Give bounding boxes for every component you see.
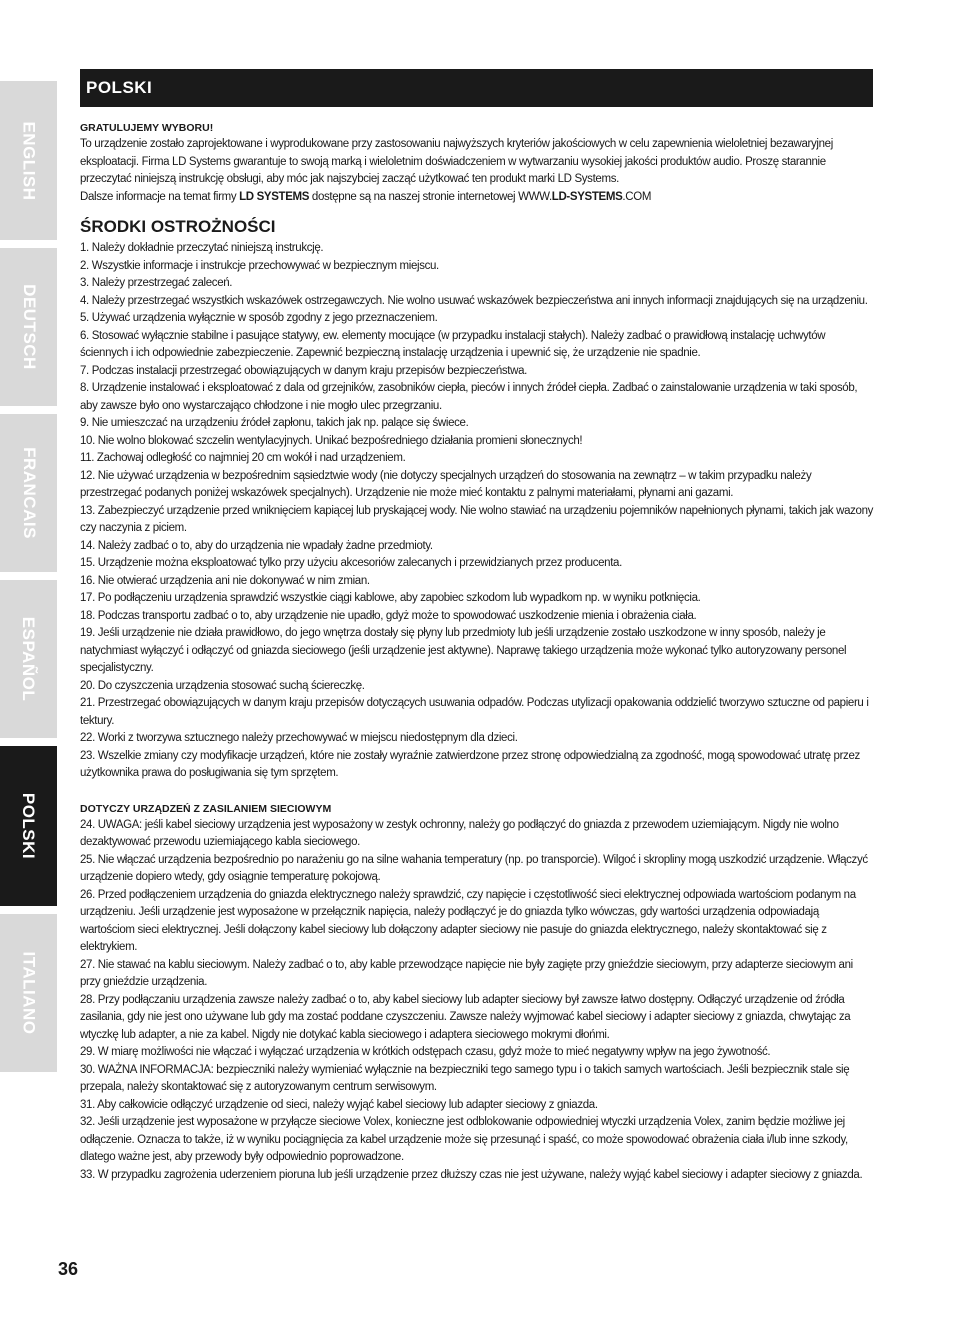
- list-item: 21. Przestrzegać obowiązujących w danym kraju przepisów dotyczących usuwania odpadów. Podczas utylizacji opakowania oddzielić tworzywo sztuczne od papieru i tektury.: [80, 697, 869, 727]
- intro-more: [80, 189, 875, 207]
- list-item: 25. Nie włączać urządzenia bezpośrednio po narażeniu go na silne wahania temperatury (np. po transporcie). Wilgoć i skropliny mogą uszkodzić urządzenie. Włączyć urządzenie dopiero wtedy, gdy osiągnie temperaturę pokojową.: [80, 853, 868, 883]
- list-item: 17. Po podłączeniu urządzenia sprawdzić wszystkie ciągi kablowe, aby zapobiec szkodom lub wypadkom np. w wyniku potknięcia.: [80, 592, 701, 604]
- tab-label: DEUTSCH: [19, 284, 39, 370]
- tab-label: ESPAÑOL: [19, 616, 39, 702]
- intro-more-middle: dostępne są na naszej stronie internetowej WWW.: [309, 190, 552, 203]
- tab-label: FRANCAIS: [19, 447, 39, 539]
- list-item: 29. W miarę możliwości nie włączać i wyłączać urządzenia w krótkich odstępach czasu, gdyż może to mieć negatywny wpływ na jego żywotność.: [80, 1046, 771, 1058]
- tab-espanol[interactable]: [0, 580, 57, 738]
- list-item: 32. Jeśli urządzenie jest wyposażone w przyłącze sieciowe Volex, konieczne jest odblokowanie odpowiedniej wtyczki urządzenia Volex, zanim będzie możliwe jej odłączenie. Oznacza to także, iż w wyniku pociągnięcia za kabel urządzenie może się przesunąć i spaść, co może spowodować obrażenia ciała i/lub inne szkody, dlatego ważne jest, aby przewody były odpowiednio poprowadzone.: [80, 1116, 848, 1163]
- list-item: 7. Podczas instalacji przestrzegać obowiązujących w danym kraju przepisów bezpieczeństwa.: [80, 364, 527, 377]
- list-item: 18. Podczas transportu zadbać o to, aby urządzenie nie upadło, gdyż może to spowodować uszkodzenie mienia i obrażenia ciała.: [80, 609, 697, 622]
- tab-italiano[interactable]: [0, 914, 57, 1072]
- list-item: 12. Nie używać urządzenia w bezpośrednim sąsiedztwie wody (nie dotyczy specjalnych urządzeń do stosowania na zewnątrz – w takim przypadku należy przestrzegać podanych poniżej wskazówek specjalnych). Urządzenie nie może mieć kontaktu z palnymi materiałami, płynami ani gazami.: [80, 469, 812, 499]
- list-item: 10. Nie wolno blokować szczelin wentylacyjnych. Unikać bezpośredniego działania promieni słonecznych!: [80, 434, 583, 447]
- intro-more-prefix: Dalsze informacje na temat firmy: [80, 190, 240, 203]
- list-item: 4. Należy przestrzegać wszystkich wskazówek ostrzegawczych. Nie wolno usuwać wskazówek bezpieczeństwa ani innych informacji znajdujących się na urządzeniu.: [80, 294, 868, 307]
- tab-label: ENGLISH: [19, 120, 39, 201]
- list-item: 28. Przy podłączaniu urządzenia zawsze należy zadbać o to, aby kabel sieciowy lub adapter sieciowy był zawsze łatwo dostępny. Odłączyć urządzenie od źródła zasilania, gdy nie jest ono używane lub gdy ma zostać poddane czyszczeniu. Zawsze należy wyjmować kabel sieciowy i adapter sieciowy z gniazda, chwytając za wtyczkę lub adapter, a nie za kabel. Nigdy nie dotykać kabla sieciowego i adaptera sieciowego mokrymi dłońmi.: [80, 993, 851, 1041]
- list-item: 27. Nie stawać na kablu sieciowym. Należy zadbać o to, aby kable przewodzące napięcie nie były zagięte przy gnieździe sieciowym, przy adapterze sieciowym ani przy gnieździe urządzenia.: [80, 958, 853, 988]
- list-item: 30. WAŻNA INFORMACJA: bezpieczniki należy wymieniać wyłącznie na bezpieczniki tego samego typu i o takich samych wartościach. Jeśli bezpiecznik stale się przepala, należy skontaktować się z autoryzowanym centrum serwisowym.: [80, 1063, 850, 1093]
- mains-list: [80, 817, 875, 1185]
- tab-francais[interactable]: [0, 414, 57, 572]
- list-item: 20. Do czyszczenia urządzenia stosować suchą ściereczkę.: [80, 679, 365, 692]
- list-item: 11. Zachowaj odległość co najmniej 20 cm wokół i nad urządzeniem.: [80, 452, 406, 464]
- list-item: 24. UWAGA: jeśli kabel sieciowy urządzenia jest wyposażony w zestyk ochronny, należy go podłączyć do gniazda z przewodem uziemiającym. Nigdy nie wolno dezaktywować przewodu uziemiającego kabla sieciowego.: [80, 818, 839, 848]
- list-item: 6. Stosować wyłącznie stabilne i pasujące statywy, ew. elementy mocujące (w przypadku instalacji stałych). Należy zadbać o prawidłową instalację uchwytów ściennych i ich odpowiednie zabezpieczenie. Zapewnić bezpieczną instalację urządzenia i upewnić się, że urządzenie nie spadnie.: [80, 329, 826, 359]
- safety-title: ŚRODKI OSTROŻNOŚCI: [80, 217, 276, 236]
- tab-label: ITALIANO: [19, 951, 39, 1035]
- list-item: 1. Należy dokładnie przeczytać niniejszą instrukcję.: [80, 242, 324, 254]
- list-item: 15. Urządzenie można eksploatować tylko przy użyciu akcesoriów zalecanych i przewidzianych przez producenta.: [80, 557, 622, 569]
- list-item: 5. Używać urządzenia wyłącznie w sposób zgodny z jego przeznaczeniem.: [80, 312, 438, 324]
- list-item: 22. Worki z tworzywa sztucznego należy przechowywać w miejscu niedostępnym dla dzieci.: [80, 732, 518, 744]
- tab-english[interactable]: [0, 81, 57, 240]
- mains-heading: DOTYCZY URZĄDZEŃ Z ZASILANIEM SIECIOWYM: [80, 802, 332, 815]
- list-item: 16. Nie otwierać urządzenia ani nie dokonywać w nim zmian.: [80, 574, 370, 587]
- tab-polski[interactable]: [0, 746, 57, 906]
- list-item: 8. Urządzenie instalować i eksploatować z dala od grzejników, zasobników ciepła, pieców i innych źródeł ciepła. Zadbać o zainstalowanie urządzenia w taki sposób, aby zawsze było ono wystarczająco chłodzone i nie mogło ulec przegrzaniu.: [80, 382, 858, 412]
- safety-list: [80, 240, 875, 783]
- page-number: 36: [58, 1259, 79, 1279]
- list-item: 9. Nie umieszczać na urządzeniu źródeł zapłonu, takich jak np. palące się świece.: [80, 417, 469, 429]
- list-item: 19. Jeśli urządzenie nie działa prawidłowo, do jego wnętrza dostały się płyny lub przedmioty lub jeśli urządzenie zostało uszkodzone w inny sposób, należy je natychmiast wyłączyć i odłączyć od gniazda sieciowego (jeśli urządzenie jest aktywne). Naprawę takiego urządzenia może wykonać tylko autoryzowany personel specjalistyczny.: [80, 627, 847, 674]
- list-item: 33. W przypadku zagrożenia uderzeniem pioruna lub jeśli urządzenie przez dłuższy czas nie jest używane, należy wyjąć kabel sieciowy i adapter sieciowy z gniazda.: [80, 1168, 863, 1181]
- website-suffix: .COM: [622, 190, 652, 203]
- intro-heading: GRATULUJEMY WYBORU!: [80, 122, 214, 134]
- list-item: 14. Należy zadbać o to, aby do urządzenia nie wpadały żadne przedmioty.: [80, 539, 433, 552]
- section-header-bar: [80, 69, 873, 107]
- list-item: 13. Zabezpieczyć urządzenie przed wniknięciem kapiącej lub pryskającej wody. Nie wolno stawiać na urządzeniu pojemników napełnionych płynami, takich jak wazony czy naczynia z piciem.: [80, 504, 874, 534]
- brand-name: LD SYSTEMS: [239, 190, 310, 203]
- list-item: 23. Wszelkie zmiany czy modyfikacje urządzeń, które nie zostały wyraźnie zatwierdzone przez stronę odpowiedzialną za zgodność, mogą spowodować utratę przez użytkownika prawa do posługiwania się tym sprzętem.: [80, 749, 860, 779]
- list-item: 3. Należy przestrzegać zaleceń.: [80, 277, 233, 289]
- tab-label: POLSKI: [19, 792, 39, 860]
- list-item: 26. Przed podłączeniem urządzenia do gniazda elektrycznego należy sprawdzić, czy napięcie i częstotliwość sieci elektrycznej odpowiada wartościom podanym na urządzeniu. Jeśli urządzenie jest wyposażone w przełącznik napięcia, należy podłączyć je do gniazda tylko wówczas, gdy wartości urządzenia odpowiadają wartościom sieci elektrycznej. Jeśli dołączony kabel sieciowy lub dołączony adapter sieciowy nie pasuje do gniazda elektrycznego, należy skontaktować się z elektrykiem.: [80, 888, 856, 953]
- main-content: [80, 120, 875, 1184]
- website-name: LD-SYSTEMS: [551, 190, 623, 203]
- intro-text: To urządzenie zostało zaprojektowane i wyprodukowane przy zastosowaniu najwyższych kryteriów jakościowych w celu zapewnienia wieloletniej bezawaryjnej eksploatacji. Firma LD Systems gwarantuje to swoją marką i wieloletnim doświadczeniem w wytwarzaniu wysokiej jakości produktów audio. Proszę starannie przeczytać niniejszą instrukcję obsługi, aby móc jak najszybciej zacząć użytkować ten produkt marki LD Systems.: [80, 138, 833, 185]
- tab-deutsch[interactable]: [0, 248, 57, 406]
- page-title: POLSKI: [86, 78, 153, 97]
- list-item: 2. Wszystkie informacje i instrukcje przechowywać w bezpiecznym miejscu.: [80, 259, 439, 272]
- list-item: 31. Aby całkowicie odłączyć urządzenie od sieci, należy wyjąć kabel sieciowy lub adapter sieciowy z gniazda.: [80, 1098, 598, 1111]
